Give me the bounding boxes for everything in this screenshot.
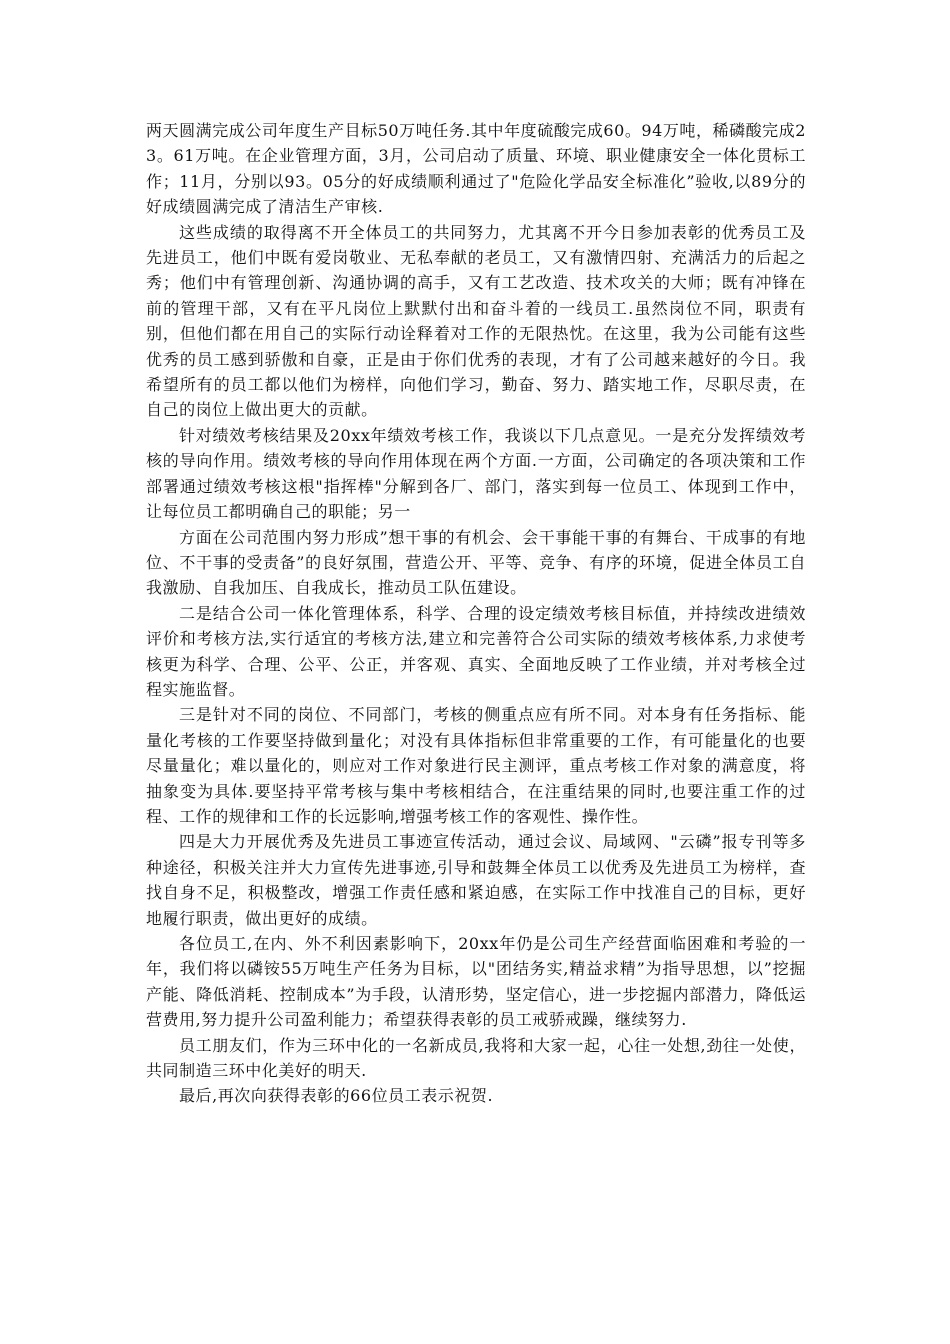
document-body: [146, 118, 806, 1109]
paragraph-point-three: 三是针对不同的岗位、不同部门，考核的侧重点应有所不同。对本身有任务指标、能量化考核的工作要坚持做到量化；对没有具体指标但非常重要的工作，有可能量化的也要尽量量化；难以量化的，则应对工作对象进行民主测评，重点考核工作对象的满意度，将抽象变为具体.要坚持平常考核与集中考核相结合，在注重结果的同时,也要注重工作的过程、工作的规律和工作的长远影响,增强考核工作的客观性、操作性。: [146, 705, 806, 826]
paragraph-together: 员工朋友们，作为三环中化的一名新成员,我将和大家一起，心往一处想,劲往一处使，共同制造三环中化美好的明天.: [146, 1035, 806, 1081]
paragraph-point-two: 二是结合公司一体化管理体系，科学、合理的设定绩效考核目标值，并持续改进绩效评价和考核方法,实行适宜的考核方法,建立和完善符合公司实际的绩效考核体系,力求使考核更为科学、合理、公平、公正，并客观、真实、全面地反映了工作业绩，并对考核全过程实施监督。: [146, 603, 806, 699]
paragraph-performance-guidance: 针对绩效考核结果及20xx年绩效考核工作，我谈以下几点意见。一是充分发挥绩效考核的导向作用。绩效考核的导向作用体现在两个方面.一方面，公司确定的各项决策和工作部署通过绩效考核这根"指挥棒"分解到各厂、部门，落实到每一位员工、体现到工作中，让每位员工都明确自己的职能；另一: [146, 425, 806, 522]
paragraph-employee-achievements: 这些成绩的取得离不开全体员工的共同努力，尤其离不开今日参加表彰的优秀员工及先进员工，他们中既有爱岗敬业、无私奉献的老员工，又有激情四射、充满活力的后起之秀；他们中有管理创新、沟通协调的高手，又有工艺改造、技术攻关的大师；既有冲锋在前的管理干部，又有在平凡岗位上默默付出和奋斗着的一线员工.虽然岗位不同，职责有别，但他们都在用自己的实际行动诠释着对工作的无限热忱。在这里，我为公司能有这些优秀的员工感到骄傲和自豪，正是由于你们优秀的表现，才有了公司越来越好的今日。我希望所有的员工都以他们为榜样，向他们学习，勤奋、努力、踏实地工作，尽职尽责，在自己的岗位上做出更大的贡献。: [146, 222, 806, 420]
paragraph-next-year: 各位员工,在内、外不利因素影响下，20xx年仍是公司生产经营面临困难和考验的一年，我们将以磷铵55万吨生产任务为目标，以"团结务实,精益求精”为指导思想，以”挖掘产能、降低消耗、控制成本”为手段，认清形势，坚定信心，进一步挖掘内部潜力，降低运营费用,努力提升公司盈利能力；希望获得表彰的员工戒骄戒躁，继续努力.: [146, 934, 806, 1030]
paragraph-point-four: 四是大力开展优秀及先进员工事迹宣传活动，通过会议、局域网、"云磷”报专刊等多种途径，积极关注并大力宣传先进事迹,引导和鼓舞全体员工以优秀及先进员工为榜样，查找自身不足，积极整改，增强工作责任感和紧迫感，在实际工作中找准自己的目标，更好地履行职责，做出更好的成绩。: [146, 832, 806, 928]
paragraph-congratulations: 最后,再次向获得表彰的66位员工表示祝贺.: [179, 1086, 494, 1106]
paragraph-atmosphere: 方面在公司范围内努力形成”想干事的有机会、会干事能干事的有舞台、干成事的有地位、不干事的受责备”的良好氛围，营造公开、平等、竞争、有序的环境，促进全体员工自我激励、自我加压、自我成长，推动员工队伍建设。: [146, 527, 806, 598]
paragraph-production-results: 两天圆满完成公司年度生产目标50万吨任务.其中年度硫酸完成60。94万吨，稀磷酸完成23。61万吨。在企业管理方面，3月，公司启动了质量、环境、职业健康安全一体化贯标工作；11月，分别以93。05分的好成绩顺利通过了"危险化学品安全标准化”验收,以89分的好成绩圆满完成了清洁生产审核.: [146, 121, 806, 217]
